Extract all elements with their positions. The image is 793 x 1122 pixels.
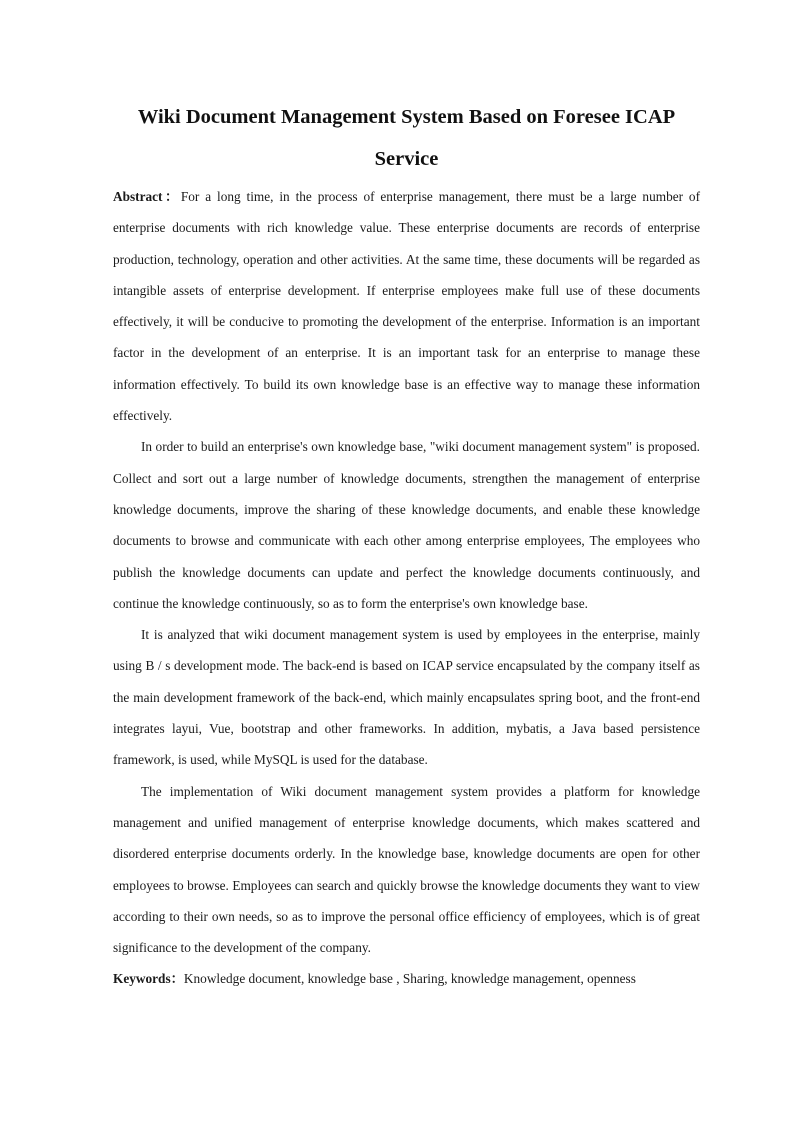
- abstract-label: Abstract：: [113, 189, 181, 204]
- abstract-paragraph-2: In order to build an enterprise's own knowledge base, "wiki document management system" is proposed. Collect and sort out a large number of knowledge documents, strengthen the management of enterprise knowledge documents, improve the sharing of these knowledge documents, and enable these knowledge documents to browse and communicate with each other among enterprise employees, The employees who publish the knowledge documents can update and perfect the knowledge documents continuously, and continue the knowledge continuously, so as to form the enterprise's own knowledge base.: [113, 439, 700, 611]
- keywords-text: Knowledge document, knowledge base , Sharing, knowledge management, openness: [183, 971, 636, 987]
- keywords-label: Keywords：: [113, 971, 184, 987]
- document-title: Wiki Document Management System Based on Foresee ICAP Service: [137, 106, 676, 170]
- abstract-paragraph-3: It is analyzed that wiki document management system is used by employees in the enterprise, mainly using B / s development mode. The back-end is based on ICAP service encapsulated by the company itself as the main development framework of the back-end, which mainly encapsulates spring boot, and the front-end integrates layui, Vue, bootstrap and other frameworks. In addition, mybatis, a Java based persistence framework, is used, while MySQL is used for the database.: [113, 627, 700, 768]
- keywords-line: [113, 963, 700, 994]
- abstract-paragraph-1-text: For a long time, in the process of enterprise management, there must be a large number of enterprise documents with rich knowledge value. These enterprise documents are records of enterprise production, technology, operation and other activities. At the same time, these documents will be regarded as intangible assets of enterprise development. If enterprise employees make full use of these documents effectively, it will be conducive to promoting the development of the enterprise. Information is an important factor in the development of an enterprise. It is an important task for an enterprise to manage these information effectively. To build its own knowledge base is an effective way to manage these information effectively.: [113, 189, 701, 424]
- abstract-paragraph-1: [113, 181, 700, 431]
- abstract-paragraph-4: The implementation of Wiki document management system provides a platform for knowledge management and unified management of enterprise knowledge documents, which makes scattered and disordered enterprise documents orderly. In the knowledge base, knowledge documents are open for other employees to browse. Employees can search and quickly browse the knowledge documents they want to view according to their own needs, so as to improve the personal office efficiency of employees, which is of great significance to the development of the company.: [113, 783, 700, 956]
